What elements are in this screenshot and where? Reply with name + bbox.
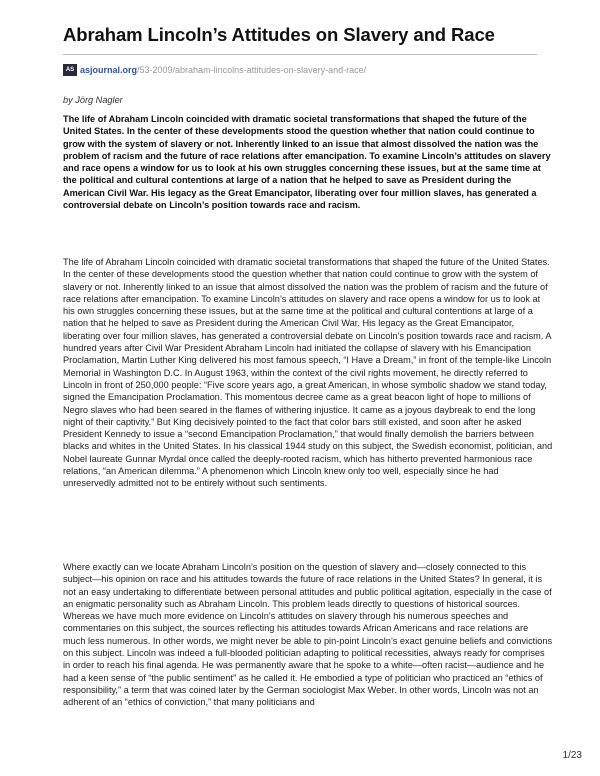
source-line (63, 63, 366, 77)
body-paragraph-1: The life of Abraham Lincoln coincided with dramatic societal transformations that shaped the future of the United States. In the center of these developments stood the question whether that nation could continue to grow with the system of slavery or not. Inherently linked to an issue that almost dissolved the nation was the problem of racism and the future of race relations after emancipation. To examine Lincoln’s attitudes on slavery and race opens a window for us to look at his own struggles concerning these issues, but at the same time at the political and cultural contentions at large of a nation that he helped to save as President during the American Civil War. His legacy as the Great Emancipator, liberating over four million slaves, has generated a controversial debate on Lincoln’s position towards race and racism. A hundred years after Civil War President Abraham Lincoln had initiated the collapse of slavery with his Emancipation Proclamation, Martin Luther King delivered his most famous speech, “I Have a Dream,” in front of the temple-like Lincoln Memorial in Washington D.C. In August 1963, within the context of the civil rights movement, he directly referred to Lincoln in front of 250,000 people: “Five score years ago, a great American, in whose symbolic shadow we stand today, signed the Emancipation Proclamation. This momentous decree came as a great beacon light of hope to millions of Negro slaves who had been seared in the flames of withering injustice. It came as a joyous daybreak to end the long night of their captivity.” But King decisively pointed to the fact that color bars still existed, and soon after he asked President Kennedy to issue a “second Emancipation Proclamation,” that would finally demolish the barriers between blacks and whites in the United States. In his classical 1944 study on this subject, the Swedish economist, politician, and Nobel laureate Gunnar Myrdal once called the deeply-rooted racism, which has hitherto prevented harmonious race relations, “an American dilemma.” A phenomenon which Lincoln knew only too well, especially since he had unreservedly admitted not to be entirely without such sentiments. (63, 257, 553, 489)
title-divider (63, 54, 537, 55)
body-paragraph-2: Where exactly can we locate Abraham Lincoln’s position on the question of slavery and—closely connected to this subject—his opinion on race and his attitudes towards the future of race relations in the United States? In general, it is not an easy undertaking to differentiate between personal attitudes and public political agitation, especially in the case of an enigmatic personality such as Abraham Lincoln. This problem leads directly to questions of historical sources. Whereas we have much more evidence on Lincoln’s attitudes on slavery through his numerous speeches and commentaries on this subject, the sources reflecting his attitudes towards African Americans and race relations are much less numerous. In other words, we might never be able to pin-point Lincoln’s exact genuine beliefs and convictions on this subject. Lincoln was indeed a full-blooded politician adapting to political recessities, always ready for comprises in order to reach his final agenda. He was permanently aware that he spoke to a white—often racist—audience and he had a keen sense of “the public sentiment” as he called it. He embodied a type of politician who practiced an “ethics of responsibility,” a term that was coined later by the German sociologist Max Weber. In other words, Lincoln was not an adherent of an “ethics of conviction,” that many politicians and (63, 562, 553, 708)
site-logo-icon: AS (63, 64, 77, 76)
article-title: Abraham Lincoln’s Attitudes on Slavery and Race (63, 24, 495, 45)
page-number: 1/23 (562, 750, 582, 761)
source-host[interactable]: asjournal.org (80, 65, 138, 75)
abstract-paragraph: The life of Abraham Lincoln coincided with dramatic societal transformations that shaped the future of the United States. In the center of these developments stood the question whether that nation could continue to grow with the system of slavery or not. Inherently linked to an issue that almost dissolved the nation was the problem of racism and the future of race relations after emancipation. To examine Lincoln’s attitudes on slavery and race opens a window for us to look at his own struggles concerning these issues, but at the same time at the political and cultural contentions at large of a nation that he helped to save as President during the American Civil War. His legacy as the Great Emancipator, liberating over four million slaves, has generated a controversial debate on Lincoln’s position towards race and racism. (63, 114, 551, 211)
author-byline: by Jörg Nagler (63, 95, 123, 105)
source-path[interactable]: /53-2009/abraham-lincolns-attitudes-on-slavery-and-race/ (137, 65, 367, 75)
source-url[interactable] (80, 65, 366, 75)
